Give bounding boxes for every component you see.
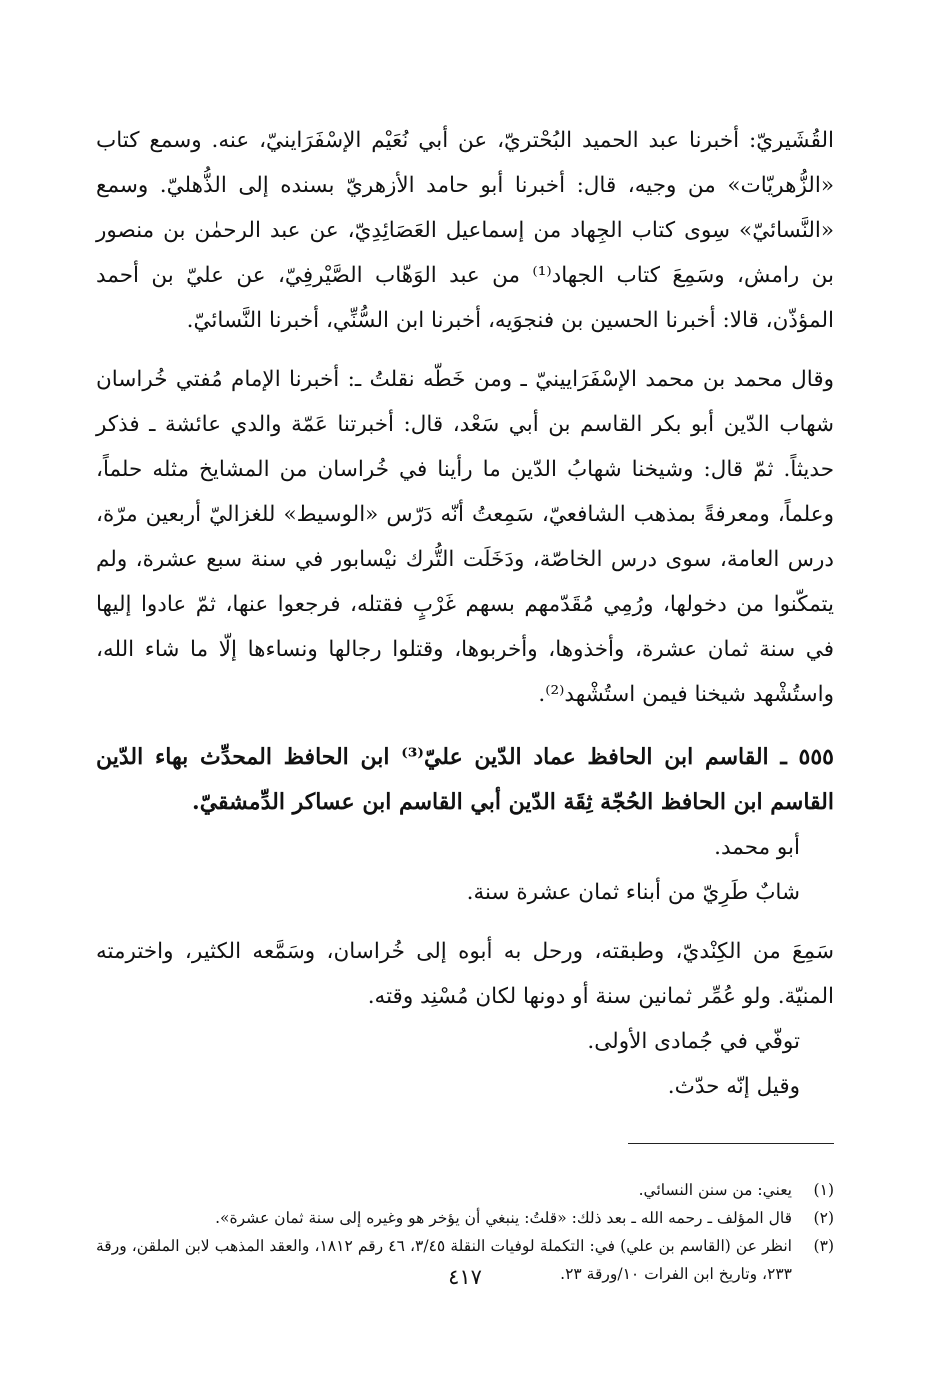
footnote-divider	[628, 1143, 834, 1144]
footnote-number: (٣)	[813, 1237, 834, 1255]
footnote-text: يعني: من سنن النسائي.	[638, 1181, 792, 1199]
footnote-divider-wrap	[96, 1109, 834, 1144]
kunya-line: أبو محمد.	[714, 835, 800, 860]
page-number: ٤١٧	[448, 1265, 482, 1289]
entry-heading: ٥٥٥ ـ القاسم ابن الحافظ عماد الدّين عليّ⁽³⁾ ابن الحافظ المحدِّث بهاء الدّين القاسم ابن الحافظ الحُجّة ثِقَة الدّين أبي القاسم ابن عساكر الدِّمشقيّ.	[96, 744, 834, 815]
narration-line: وقيل إنّه حدّث.	[667, 1074, 800, 1099]
footnote-1	[96, 1176, 834, 1204]
body-paragraph-2: وقال محمد بن محمد الإسْفَرَايينيّ ـ ومن خَطّه نقلتُ ـ: أخبرنا الإمام مُفتي خُراسان شهاب الدّين أبو بكر القاسم بن أبي سَعْد، قال: أخبرتنا عَمّة والدي عائشة ـ فذكر حديثاً. ثمّ قال: وشيخنا شهابُ الدّين ما رأينا في خُراسان من المشايخ مثله حلماً، وعلماً، ومعرفةً بمذهب الشافعيّ، سَمِعتُ أنّه دَرّس «الوسيط» للغزاليّ أربعين مرّة، درس العامة، سوى درس الخاصّة، ودَخَلَت التُّرك نيْسابور في سنة سبع عشرة، ولم يتمكّنوا من دخولها، ورُمِي مُقَدّمهم بسهم غَرْبٍ فقتله، فرجعوا عنها، ثمّ عادوا إليها في سنة ثمان عشرة، وأخذوها، وأخربوها، وقتلوا رجالها ونساءها إلّا ما شاء الله، واستُشْهد شيخنا فيمن استُشْهد⁽²⁾.	[96, 367, 834, 707]
footnote-number: (١)	[813, 1181, 834, 1199]
footnote-text: انظر عن (القاسم بن علي) في: التكملة لوفيات النقلة ٣/٤٥، ٤٦ رقم ١٨١٢، والعقد المذهب لابن الملقن، ورقة ٢٣٣، وتاريخ ابن الفرات ١٠/ورقة ٢٣.	[96, 1237, 792, 1283]
biography-paragraph: سَمِعَ من الكِنْديّ، وطبقته، ورحل به أبوه إلى خُراسان، وسَمَّعه الكثير، واخترمته المنيّة. ولو عُمِّر ثمانين سنة أو دونها لكان مُسْنِد وقته.	[96, 939, 834, 1009]
body-paragraph-1: القُشَيريّ: أخبرنا عبد الحميد البُحْتريّ، عن أبي نُعَيْم الإسْفَرَاينيّ، عنه. وسمع كتاب «الزُّهريّات» من وجيه، قال: أخبرنا أبو حامد الأزهريّ بسنده إلى الذُّهليّ. وسمع «النَّسائيّ» سِوى كتاب الجِهاد من إسماعيل العَصَائِدِيّ، عن عبد الرحمٰن بن منصور بن رامش، وسَمِعَ كتاب الجهاد⁽¹⁾ من عبد الوَهّاب الصَّيْرفِيّ، عن عليّ بن أحمد المؤذّن، قالا: أخبرنا الحسين بن فنجوَيه، أخبرنا ابن السُّنِّي، أخبرنا النَّسائيّ.	[96, 128, 834, 333]
age-line: شابٌ طَرِيّ من أبناء ثمان عشرة سنة.	[466, 880, 800, 905]
footnote-2	[96, 1204, 834, 1232]
footnote-text: قال المؤلف ـ رحمه الله ـ بعد ذلك: «قلتُ: ينبغي أن يؤخر هو وغيره إلى سنة ثمان عشرة».	[215, 1209, 792, 1227]
footnote-number: (٢)	[813, 1209, 834, 1227]
death-line: توفّي في جُمادى الأولى.	[587, 1029, 800, 1054]
